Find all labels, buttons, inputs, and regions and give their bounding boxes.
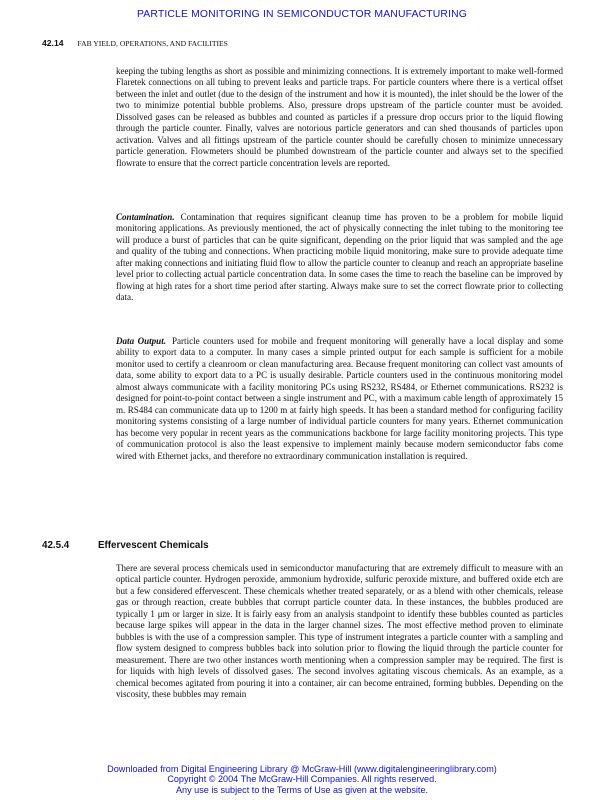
paragraph-text: There are several process chemicals used in semiconductor manufacturing that are extremely difficult to measure with an optical particle counter. Hydrogen peroxide, ammonium hydroxide, sulfuric peroxide mixture, and buffered oxide etch are but a few considered effervescent. These chemicals whether treated separately, or as a blend with other chemicals, release gas or through reaction, create bubbles that corrupt particle counter data. In these instances, the bubbles produced are typically 1 μm or larger in size. It is fairly easy from an analysis standpoint to identify these bubbles counted as particles because large spikes will appear in the data in the larger channel sizes. The most effective method proven to eliminate bubbles is with the use of a compression sampler. This type of instrument integrates a particle counter with a sampling and flow system designed to compress bubbles back into solution prior to flowing the liquid through the particle counter for measurement. There are two other instances worth mentioning when a compression sampler may be required. The first is for liquids with high levels of dissolved gases. The second involves agitating viscous chemicals. As an example, as a chemical becomes agitated from pouring it into a container, air can become entrained, forming bubbles. Depending on the viscosity, these bubbles may remain (116, 563, 563, 699)
footer-copyright-line: Copyright © 2004 The McGraw-Hill Companies. All rights reserved. (167, 774, 437, 785)
footer-terms-line: Any use is subject to the Terms of Use as given at the website. (175, 784, 429, 795)
body-paragraph-contamination (116, 212, 563, 304)
copyright-footer (0, 764, 604, 795)
runin-heading-data-output: Data Output. (116, 336, 166, 346)
paragraph-text: keeping the tubing lengths as short as possible and minimizing connections. It is extremely important to make well-formed Flaretek connections on all tubing to prevent leaks and particle traps. For particle counters where there is a vertical offset between the inlet and outlet (due to the design of the instrument and how it is mounted), the inlet should be the lower of the two to minimize potential bubble problems. Also, pressure drops upstream of the particle counter must be avoided. Dissolved gases can be released as bubbles and counted as particles if a pressure drop occurs prior to the liquid flowing through the particle counter. Finally, valves are notorious particle generators and can shed thousands of particles upon activation. Valves and all fittings upstream of the particle counter should be carefully chosen to minimize unnecessary particle generation. Flowmeters should be plumbed downstream of the particle counter and always set to the specified flowrate to ensure that the correct particle concentration levels are reported. (116, 66, 563, 168)
paragraph-text: Contamination that requires significant cleanup time has proven to be a problem for mobile liquid monitoring applications. As previously mentioned, the act of physically connecting the inlet tubing to the monitoring tee will produce a burst of particles that can be quite significant, depending on the prior liquid that was sampled and the age and quality of the tubing and connections. When practicing mobile liquid monitoring, make sure to provide adequate time after making connections and initiating fluid flow to allow the particle counter to cleanup and reach an appropriate baseline level prior to collecting actual particle concentration data. In some cases the time to reach the baseline can be improved by flowing at high rates for a short time period after starting. Always make sure to set the correct flowrate prior to collecting data. (116, 212, 563, 303)
runin-heading-contamination: Contamination. (116, 212, 175, 222)
section-heading (42, 540, 209, 551)
paragraph-text: Particle counters used for mobile and frequent monitoring will generally have a local display and some ability to export data to a computer. In many cases a simple printed output for each sample is sufficient for a mobile monitor used to certify a cleanroom or clean manufacturing area. Because frequent monitoring can collect vast amounts of data, some ability to export data to a PC is usually desirable. Particle counters used in the continuous monitoring model almost always communicate with a facility monitoring PCs using RS232, RS484, or Ethernet communications. RS232 is designed for point-to-point contact between a single instrument and PC, with a maximum cable length of approximately 15 m. RS484 can communicate data up to 1200 m at fairly high speeds. It has been a standard method for configuring facility monitoring systems consisting of a large number of individual particle counters for many years. Ethernet communication has become very popular in recent years as the communications backbone for large facility monitoring projects. This type of communication protocol is also the least expensive to implement mainly because modern semiconductor fabs come wired with Ethernet jacks, and therefore no extraordinary communication installation is required. (116, 336, 563, 461)
body-paragraph-effervescent (116, 563, 563, 700)
footer-download-line: Downloaded from Digital Engineering Library @ McGraw-Hill (www.digitalengineeringlibrary.com) (107, 764, 497, 774)
running-head (42, 38, 228, 48)
body-paragraph-tubing (116, 66, 563, 169)
running-head-title: FAB YIELD, OPERATIONS, AND FACILITIES (77, 39, 228, 48)
page-banner: PARTICLE MONITORING IN SEMICONDUCTOR MANUFACTURING (136, 9, 467, 20)
section-number: 42.5.4 (42, 540, 70, 551)
body-paragraph-data-output (116, 336, 563, 462)
section-title: Effervescent Chemicals (98, 540, 209, 551)
page-number: 42.14 (42, 38, 64, 48)
